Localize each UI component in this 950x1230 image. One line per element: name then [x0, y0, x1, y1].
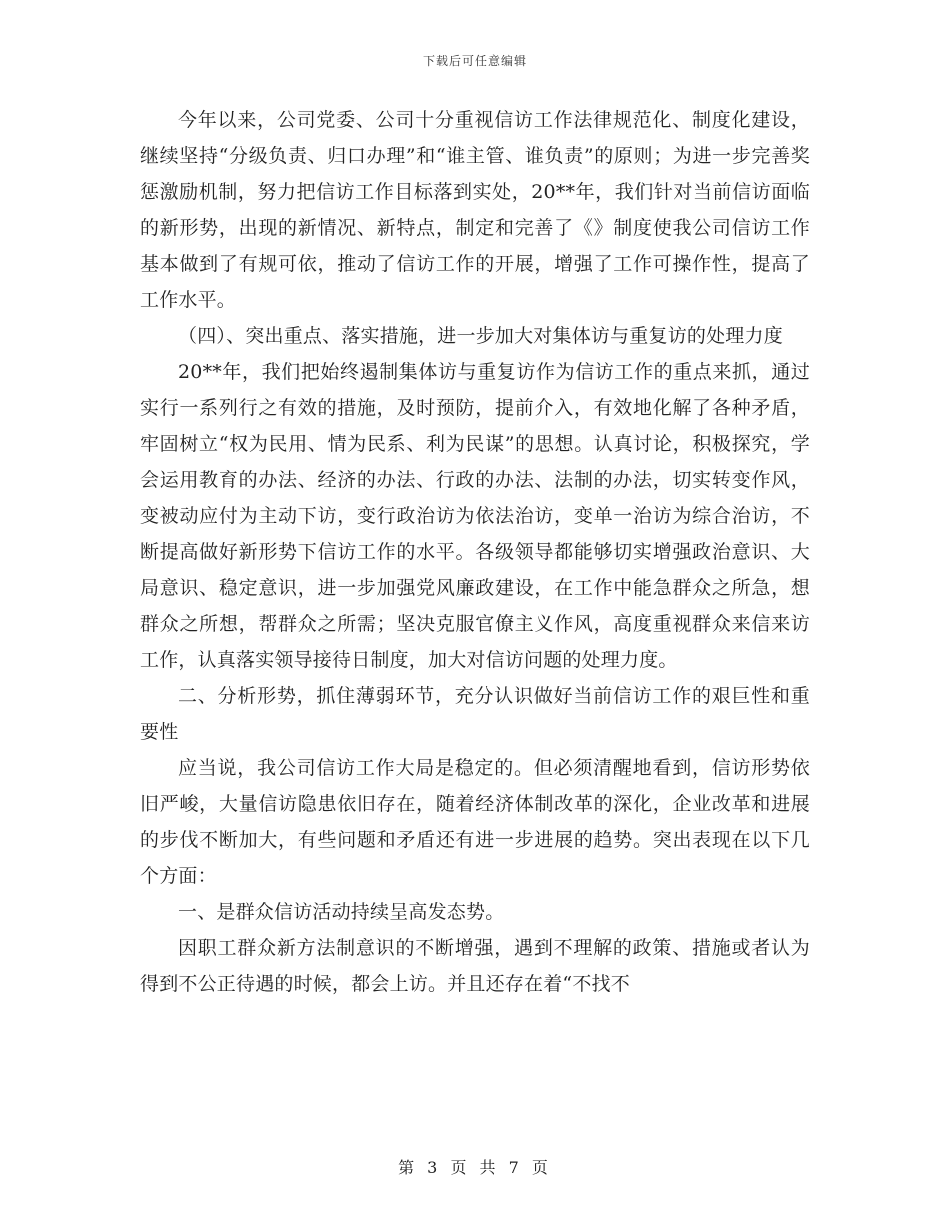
paragraph-collective-visits: 20**年，我们把始终遏制集体访与重复访作为信访工作的重点来抓，通过实行一系列行之有效的措施，及时预防，提前介入，有效地化解了各种矛盾，牢固树立“权为民用、情为民系、利为民谋”的思想。认真讨论，积极探究，学会运用教育的办法、经济的办法、行政的办法、法制的办法，切实转变作风，变被动应付为主动下访，变行政治访为依法治访，变单一治访为综合治访，不断提高做好新形势下信访工作的水平。各级领导都能够切实增强政治意识、大局意识、稳定意识，进一步加强党风廉政建设，在工作中能急群众之所急，想群众之所想，帮群众之所需；坚决克服官僚主义作风，高度重视群众来信来访工作，认真落实领导接待日制度，加大对信访问题的处理力度。: [140, 361, 810, 671]
section-heading-four: （四）、突出重点、落实措施，进一步加大对集体访与重复访的处理力度: [178, 325, 783, 347]
document-body: [140, 102, 810, 1002]
section-heading-two: 二、分析形势，抓住薄弱环节，充分认识做好当前信访工作的艰巨性和重要性: [140, 685, 810, 743]
paragraph-situation: 应当说，我公司信访工作大局是稳定的。但必须清醒地看到，信访形势依旧严峻，大量信访隐患依旧存在，随着经济体制改革的深化，企业改革和进展的步伐不断加大，有些问题和矛盾还有进一步进展的趋势。突出表现在以下几个方面：: [140, 757, 810, 887]
paragraph-high-frequency: 因职工群众新方法制意识的不断增强，遇到不理解的政策、措施或者认为得到不公正待遇的时候，都会上访。并且还存在着“不找不: [140, 937, 810, 995]
page-header: 下载后可任意编辑: [422, 54, 527, 68]
subheading-one: 一、是群众信访活动持续呈高发态势。: [178, 901, 505, 923]
paragraph-intro: 今年以来，公司党委、公司十分重视信访工作法律规范化、制度化建设，继续坚持“分级负责、归口办理”和“谁主管、谁负责”的原则；为进一步完善奖惩激励机制，努力把信访工作目标落到实处，20**年，我们针对当前信访面临的新形势，出现的新情况、新特点，制定和完善了《》制度使我公司信访工作基本做到了有规可依，推动了信访工作的开展，增强了工作可操作性，提高了工作水平。: [140, 109, 810, 311]
page-number: 第 3 页 共 7 页: [398, 1158, 552, 1177]
